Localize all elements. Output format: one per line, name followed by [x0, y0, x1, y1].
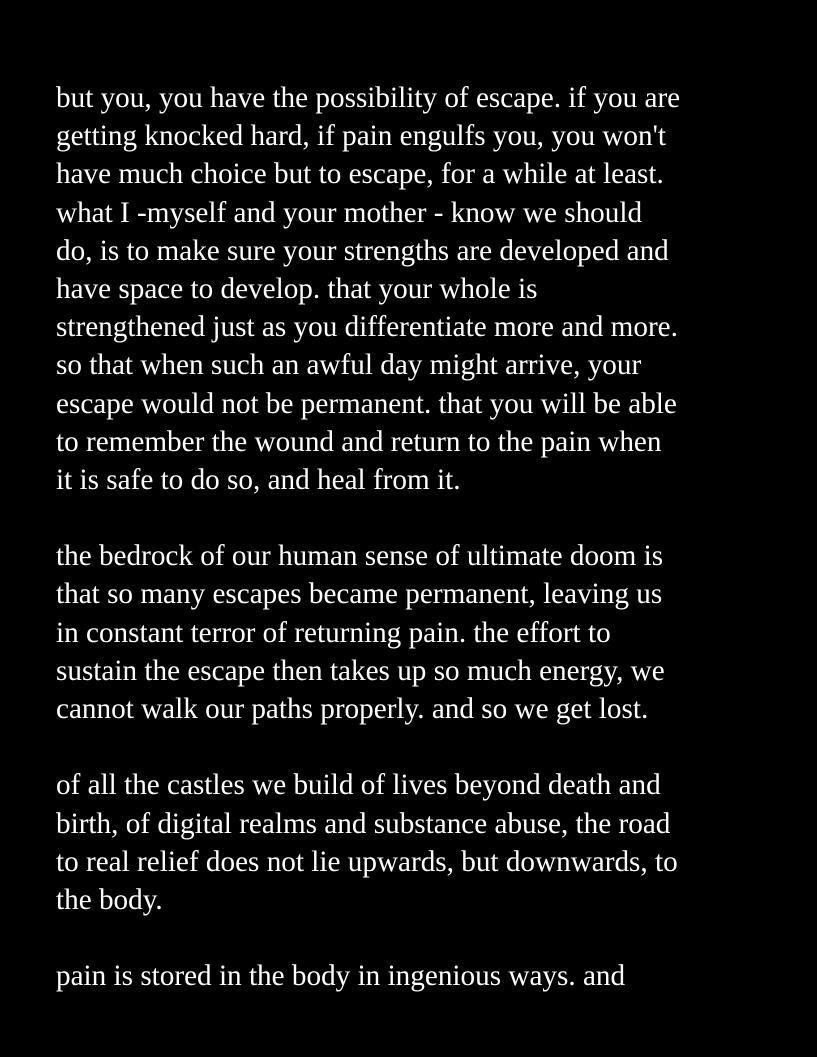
text-line: escape would not be permanent. that you will be able — [56, 387, 677, 420]
text-line: the body. — [56, 883, 163, 916]
text-line: so that when such an awful day might arrive, your — [56, 349, 642, 382]
text-line: cannot walk our paths properly. and so we get lost. — [56, 693, 649, 725]
text-line: sustain the escape then takes up so much energy, we — [56, 654, 665, 687]
text-line: it is safe to do so, and heal from it. — [56, 463, 461, 496]
paragraph-pain-stored — [56, 957, 796, 995]
paragraph-escape — [56, 79, 796, 499]
text-line: getting knocked hard, if pain engulfs you, you won't — [56, 120, 666, 153]
text-line: the bedrock of our human sense of ultimate doom is — [56, 540, 664, 573]
text-line: that so many escapes became permanent, leaving us — [56, 578, 663, 611]
text-line: in constant terror of returning pain. the effort to — [56, 616, 611, 649]
text-line: birth, of digital realms and substance abuse, the road — [56, 807, 671, 840]
text-line: pain is stored in the body in ingenious ways. and — [56, 960, 626, 993]
text-line: do, is to make sure your strengths are developed and — [56, 234, 669, 267]
text-line: have much choice but to escape, for a while at least. — [56, 158, 664, 191]
text-line: to real relief does not lie upwards, but downwards, to — [56, 845, 678, 878]
document-page — [56, 79, 796, 1034]
text-line: what I -myself and your mother - know we should — [56, 196, 643, 229]
text-line: to remember the wound and return to the pain when — [56, 425, 662, 458]
text-line: but you, you have the possibility of escape. if you are — [56, 82, 681, 114]
paragraph-castles — [56, 766, 796, 919]
text-line: strengthened just as you differentiate more and more. — [56, 311, 678, 344]
paragraph-bedrock — [56, 537, 796, 728]
text-line: of all the castles we build of lives beyond death and — [56, 769, 661, 802]
text-line: have space to develop. that your whole is — [56, 272, 538, 305]
